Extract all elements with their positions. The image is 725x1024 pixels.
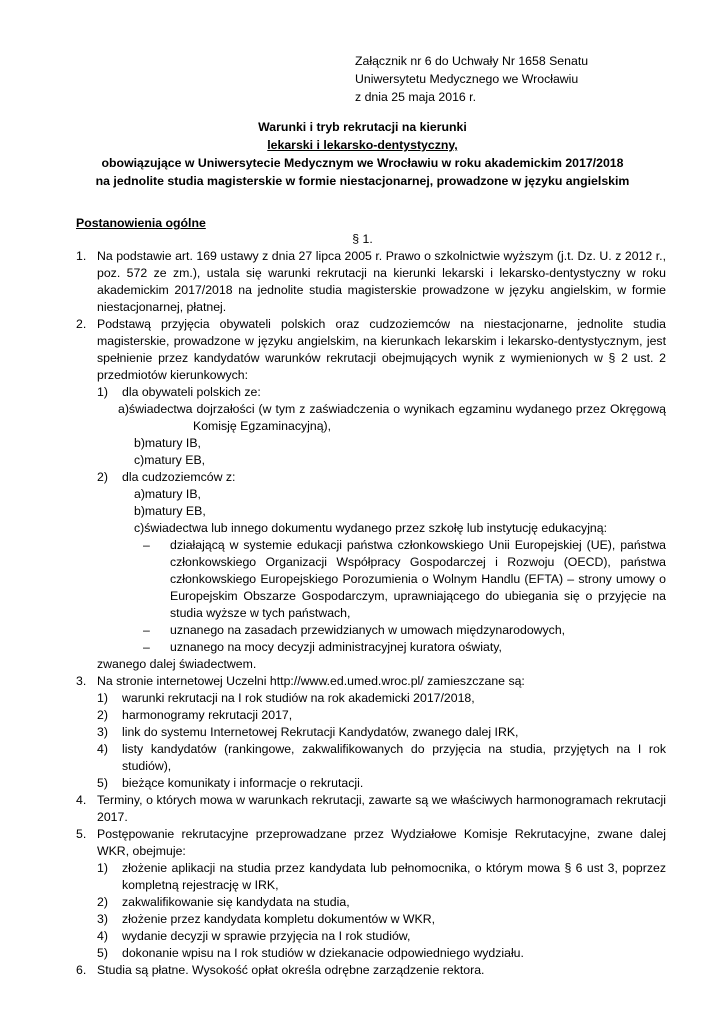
- item-number: 4.: [76, 793, 87, 807]
- sub-item-text: wydanie decyzji w sprawie przyjęcia na I rok studiów,: [122, 929, 411, 943]
- item-text: Na stronie internetowej Uczelni http://www.ed.umed.wroc.pl/ zamieszczane są:: [97, 674, 525, 688]
- sub-item-number: 4): [97, 929, 108, 943]
- attachment-header: [355, 52, 588, 106]
- title-line: Warunki i tryb rekrutacji na kierunki: [258, 120, 467, 134]
- header-line: Uniwersytetu Medycznego we Wrocławiu: [355, 72, 579, 86]
- document-title: [0, 118, 725, 190]
- list-item: [76, 792, 666, 826]
- item-text: Terminy, o których mowa w warunkach rekrutacji, zawarte są we właściwych harmonogramach rekrutacji 2017.: [97, 793, 666, 824]
- sub-item: [76, 775, 666, 792]
- sub-item: [76, 469, 666, 486]
- dash-item: [76, 622, 666, 639]
- sub-item: [76, 894, 666, 911]
- list-item: [76, 673, 666, 690]
- sub-item-text: dokonanie wpisu na I rok studiów w dziekanacie odpowiedniego wydziału.: [122, 946, 524, 960]
- item-number: 3.: [76, 674, 87, 688]
- letter-item: a)matury IB,: [134, 487, 201, 501]
- list-item: [76, 316, 666, 384]
- item-text: Na podstawie art. 169 ustawy z dnia 27 lipca 2005 r. Prawo o szkolnictwie wyższym (j.t. Dz. U. z 2012 r., poz. 572 ze zm.), ustala się warunki rekrutacji na kierunki lekarski i lekarsko-dentystyczny w roku akademickim 2017/2018 na jednolite studia magisterskie prowadzone w języku angielskim, w formie niestacjonarnej, płatnej.: [97, 249, 666, 314]
- section-heading: Postanowienia ogólne: [76, 216, 206, 230]
- item-text: Podstawą przyjęcia obywateli polskich oraz cudzoziemców na niestacjonarne, jednolite studia magisterskie, prowadzone w języku angielskim, na kierunkach lekarskim i lekarsko-dentystycznym, jest spełnienie przez kandydatów warunków rekrutacji obejmujących wynik z wymienionych w § 2 ust. 2 przedmiotów kierunkowych:: [97, 317, 666, 382]
- sub-item-number: 1): [97, 861, 108, 875]
- item-number: 5.: [76, 827, 87, 841]
- dash-item: [76, 537, 666, 622]
- sub-item-text: bieżące komunikaty i informacje o rekrutacji.: [122, 776, 364, 790]
- list-item: [76, 826, 666, 860]
- letter-item: b)matury IB,: [134, 436, 201, 450]
- title-line: obowiązujące w Uniwersytecie Medycznym we Wrocławiu w roku akademickim 2017/2018: [101, 156, 624, 170]
- sub-item: [76, 928, 666, 945]
- dash-bullet: –: [143, 623, 150, 637]
- sub-item: [76, 384, 666, 401]
- sub-item-number: 2): [97, 470, 108, 484]
- title-line: na jednolite studia magisterskie w formie niestacjonarnej, prowadzone w języku angielskim: [95, 174, 630, 188]
- sub-item-text: listy kandydatów (rankingowe, zakwalifikowanych do przyjęcia na studia, przyjętych na I rok studiów),: [122, 742, 666, 773]
- dash-item-text: uznanego na zasadach przewidzianych w umowach międzynarodowych,: [170, 623, 566, 637]
- dash-bullet: –: [143, 640, 150, 654]
- item-text: Studia są płatne. Wysokość opłat określa odrębne zarządzenie rektora.: [97, 963, 485, 977]
- letter-item: c)świadectwa lub innego dokumentu wydanego przez szkołę lub instytucję edukacyjną:: [134, 521, 608, 535]
- item-tail: zwanego dalej świadectwem.: [97, 657, 257, 671]
- dash-item-text: uznanego na mocy decyzji administracyjnej kuratora oświaty,: [170, 640, 502, 654]
- title-line-underlined: lekarski i lekarsko-dentystyczny,: [267, 138, 458, 152]
- header-line: Załącznik nr 6 do Uchwały Nr 1658 Senatu: [355, 54, 589, 68]
- item-number: 6.: [76, 963, 87, 977]
- list-item: [76, 962, 666, 979]
- letter-item: b)matury EB,: [134, 504, 206, 518]
- sub-item-text: złożenie aplikacji na studia przez kandydata lub pełnomocnika, o którym mowa § 6 ust 3, poprzez kompletną rejestrację w IRK,: [122, 861, 666, 892]
- sub-item: [76, 860, 666, 894]
- sub-item-number: 5): [97, 946, 108, 960]
- sub-item-text: link do systemu Internetowej Rekrutacji Kandydatów, zwanego dalej IRK,: [122, 725, 519, 739]
- dash-item-text: działającą w systemie edukacji państwa członkowskiego Unii Europejskiej (UE), państwa członkowskiego Organizacji Współpracy Gospodarczej i Rozwoju (OECD), państwa członkowskiego Europejskiego Porozumienia o Wolnym Handlu (EFTA) – strony umowy o Europejskim Obszarze Gospodarczym, uprawniającego do ubiegania się o przyjęcie na studia wyższe w tych państwach,: [170, 538, 666, 620]
- sub-item: [76, 741, 666, 775]
- sub-item-number: 2): [97, 895, 108, 909]
- sub-item: [76, 911, 666, 928]
- item-number: 1.: [76, 249, 87, 263]
- letter-item: c)matury EB,: [134, 453, 206, 467]
- sub-item: [76, 945, 666, 962]
- sub-item-number: 4): [97, 742, 108, 756]
- sub-item-number: 1): [97, 385, 108, 399]
- dash-bullet: –: [143, 538, 150, 552]
- sub-item: [76, 707, 666, 724]
- item-number: 2.: [76, 317, 87, 331]
- sub-item-number: 2): [97, 708, 108, 722]
- sub-item-text: warunki rekrutacji na I rok studiów na rok akademicki 2017/2018,: [122, 691, 475, 705]
- sub-item-text: dla cudzoziemców z:: [122, 470, 236, 484]
- sub-item-number: 1): [97, 691, 108, 705]
- dash-item: [76, 639, 666, 656]
- sub-item: [76, 724, 666, 741]
- item-text: Postępowanie rekrutacyjne przeprowadzane przez Wydziałowe Komisje Rekrutacyjne, zwane dalej WKR, obejmuje:: [97, 827, 666, 858]
- letter-item: a)świadectwa dojrzałości (w tym z zaświadczenia o wynikach egzaminu wydanego przez Okręgową Komisję Egzaminacyjną),: [118, 402, 666, 433]
- sub-item-text: zakwalifikowanie się kandydata na studia,: [122, 895, 350, 909]
- sub-item-number: 3): [97, 725, 108, 739]
- sub-item-text: dla obywateli polskich ze:: [122, 385, 261, 399]
- paragraph-mark: § 1.: [352, 232, 373, 246]
- sub-item: [76, 690, 666, 707]
- sub-item-number: 3): [97, 912, 108, 926]
- sub-item-number: 5): [97, 776, 108, 790]
- document-body: [76, 248, 666, 979]
- header-line: z dnia 25 maja 2016 r.: [355, 90, 476, 104]
- sub-item-text: harmonogramy rekrutacji 2017,: [122, 708, 293, 722]
- sub-item-text: złożenie przez kandydata kompletu dokumentów w WKR,: [122, 912, 436, 926]
- list-item: [76, 248, 666, 316]
